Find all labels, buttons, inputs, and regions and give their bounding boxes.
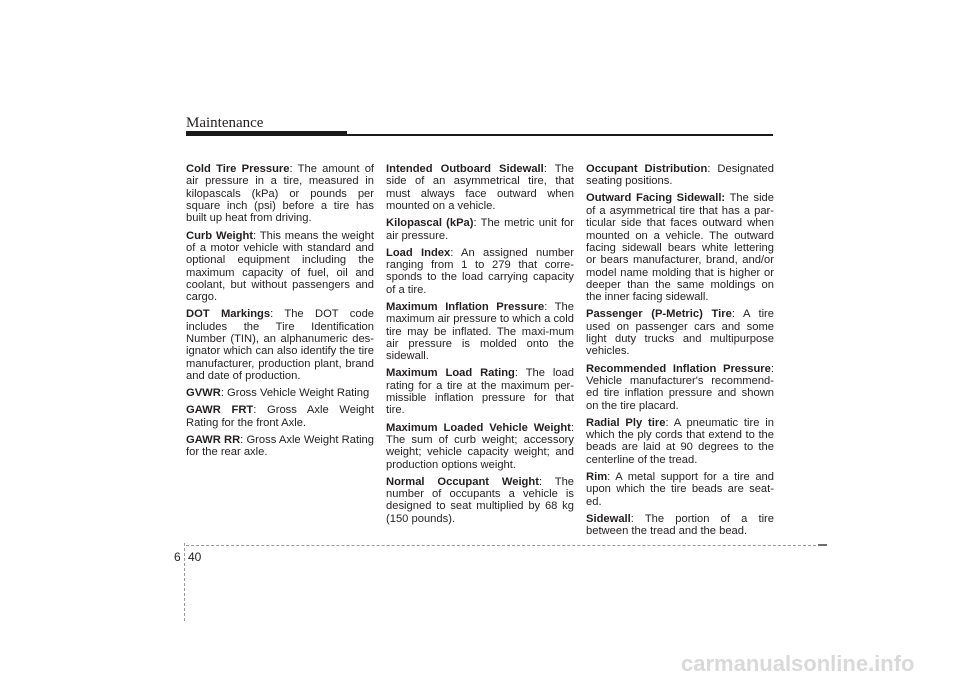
footer-divider-vertical: [184, 543, 186, 621]
header-rule-thick: [186, 131, 347, 136]
glossary-separator: :: [289, 163, 298, 175]
glossary-term: Kilopascal (kPa): [386, 217, 474, 230]
glossary-term: Passenger (P-Metric) Tire: [586, 308, 732, 321]
glossary-term: GAWR RR: [186, 433, 241, 446]
glossary-term: GAWR FRT: [186, 404, 254, 417]
glossary-definition: The amount of air pressure in a tire, measured in kilopascals (kPa) or pounds per square inch (psi) before a tire has built up heat from driving.: [186, 163, 375, 225]
glossary-separator: :: [450, 246, 462, 259]
glossary-entry: [186, 434, 374, 459]
glossary-entry: [386, 476, 574, 525]
glossary-definition: Vehicle manufacturer's recommend-ed tire inflation pressure and shown on the tire placard.: [586, 374, 774, 412]
glossary-separator: :: [630, 512, 645, 525]
glossary-term: Normal Occupant Weight: [386, 475, 539, 488]
definitions-column-2: [386, 163, 574, 530]
glossary-separator: :: [473, 217, 481, 230]
glossary-entry: [386, 247, 574, 296]
glossary-entry: [186, 230, 374, 304]
glossary-entry: [386, 422, 574, 471]
glossary-entry: [586, 471, 774, 508]
glossary-definition: A metal support for a tire and upon which the tire beads are seat-ed.: [586, 470, 774, 508]
glossary-separator: :: [270, 308, 285, 321]
glossary-definition: The sum of curb weight; accessory weight; vehicle capacity weight; and production options weight.: [386, 433, 574, 471]
glossary-entry: [186, 404, 374, 429]
glossary-definition: Gross Axle Weight Rating for the front Axle.: [186, 404, 374, 429]
glossary-entry: [186, 163, 374, 225]
watermark: carmanualsonline.info: [681, 651, 915, 676]
section-title: Maintenance: [186, 115, 264, 131]
page-section-number: 6: [174, 550, 181, 564]
glossary-definition: The maximum air pressure to which a cold tire may be inflated. The maxi-mum air pressure is molded onto the sidewall.: [386, 300, 574, 363]
glossary-entry: [586, 417, 774, 466]
glossary-separator: :: [607, 470, 616, 483]
glossary-term: Occupant Distribution: [586, 163, 708, 175]
glossary-term: DOT Markings: [186, 308, 271, 321]
glossary-term: Radial Ply tire: [586, 416, 666, 429]
glossary-entry: [186, 387, 374, 399]
glossary-definition: Gross Axle Weight Rating for the rear axle.: [186, 433, 374, 459]
glossary-definition: Gross Vehicle Weight Rating: [227, 387, 370, 400]
glossary-term: Maximum Load Rating: [386, 367, 515, 380]
glossary-separator: :: [770, 362, 774, 375]
glossary-entry: [386, 163, 574, 212]
glossary-entry: [586, 308, 774, 357]
glossary-separator: :: [220, 387, 228, 400]
glossary-separator: :: [253, 229, 260, 242]
glossary-definition: A pneumatic tire in which the ply cords that extend to the beads are laid at 90 degrees to the centerline of the tread.: [586, 416, 774, 466]
glossary-entry: [186, 308, 374, 382]
glossary-term: Rim: [586, 470, 608, 483]
glossary-definition: A tire used on passenger cars and some light duty trucks and multipurpose vehicles.: [586, 308, 775, 358]
glossary-term: Cold Tire Pressure: [186, 163, 290, 175]
glossary-definition: The DOT code includes the Tire Identification Number (TIN), an alphanumeric des-ignator which can also identify the tire manufacturer, production plant, brand and date of production.: [186, 308, 375, 383]
glossary-separator: :: [514, 367, 526, 380]
glossary-entry: [586, 192, 774, 303]
page-number: 40: [188, 550, 202, 564]
glossary-term: Maximum Loaded Vehicle Weight: [386, 421, 571, 434]
glossary-term: Recommended Inflation Pressure: [586, 362, 771, 375]
header-rule-thin: [347, 134, 773, 136]
glossary-separator: :: [538, 475, 555, 488]
glossary-entry: [386, 301, 574, 363]
glossary-term: Maximum Inflation Pressure: [386, 300, 545, 313]
glossary-term: Outward Facing Sidewall:: [586, 192, 726, 205]
glossary-term: Load Index: [386, 246, 451, 259]
glossary-definition: The side of a asymmetrical tire that has a par-ticular side that faces outward when mounted on a vehicle. The outward facing sidewall bears white lettering or bears manufacturer, brand, and/or model name molding that is higher or deeper than the same moldings on the inner facing sidewall.: [586, 192, 774, 304]
glossary-definition: This means the weight of a motor vehicle with standard and optional equipment including the maximum capacity of fuel, oil and coolant, but without passengers and cargo.: [186, 229, 374, 304]
glossary-entry: [586, 513, 774, 538]
glossary-term: Sidewall: [586, 512, 631, 525]
glossary-separator: :: [570, 421, 574, 434]
glossary-separator: :: [253, 404, 268, 417]
glossary-definition: Designated seating positions.: [586, 163, 775, 188]
definitions-column-1: [186, 163, 374, 463]
glossary-separator: :: [240, 433, 247, 446]
glossary-entry: [586, 363, 774, 412]
footer-divider-horizontal: [186, 545, 821, 546]
glossary-entry: [586, 163, 774, 188]
glossary-separator: :: [731, 308, 743, 321]
glossary-separator: :: [707, 163, 718, 175]
glossary-term: Intended Outboard Sidewall: [386, 163, 544, 175]
glossary-separator: :: [544, 300, 555, 313]
glossary-separator: :: [543, 163, 555, 175]
glossary-definition: The number of occupants a vehicle is designed to seat multiplied by 68 kg (150 pounds).: [386, 475, 575, 525]
glossary-entry: [386, 367, 574, 416]
glossary-term: GVWR: [186, 387, 221, 400]
glossary-definition: The side of an asymmetrical tire, that must always face outward when mounted on a vehicle.: [386, 163, 574, 213]
glossary-definition: The portion of a tire between the tread and the bead.: [586, 512, 775, 538]
glossary-definition: An assigned number ranging from 1 to 279 that corre-sponds to the load carrying capacity of a tire.: [386, 246, 574, 296]
glossary-term: Curb Weight: [186, 229, 254, 242]
glossary-separator: :: [665, 416, 674, 429]
glossary-entry: [386, 217, 574, 242]
footer-divider-mark: [818, 544, 827, 546]
glossary-definition: The load rating for a tire at the maximum per-missible inflation pressure for that tire.: [386, 367, 574, 417]
glossary-definition: The metric unit for air pressure.: [386, 217, 574, 242]
definitions-column-3: [586, 163, 774, 542]
